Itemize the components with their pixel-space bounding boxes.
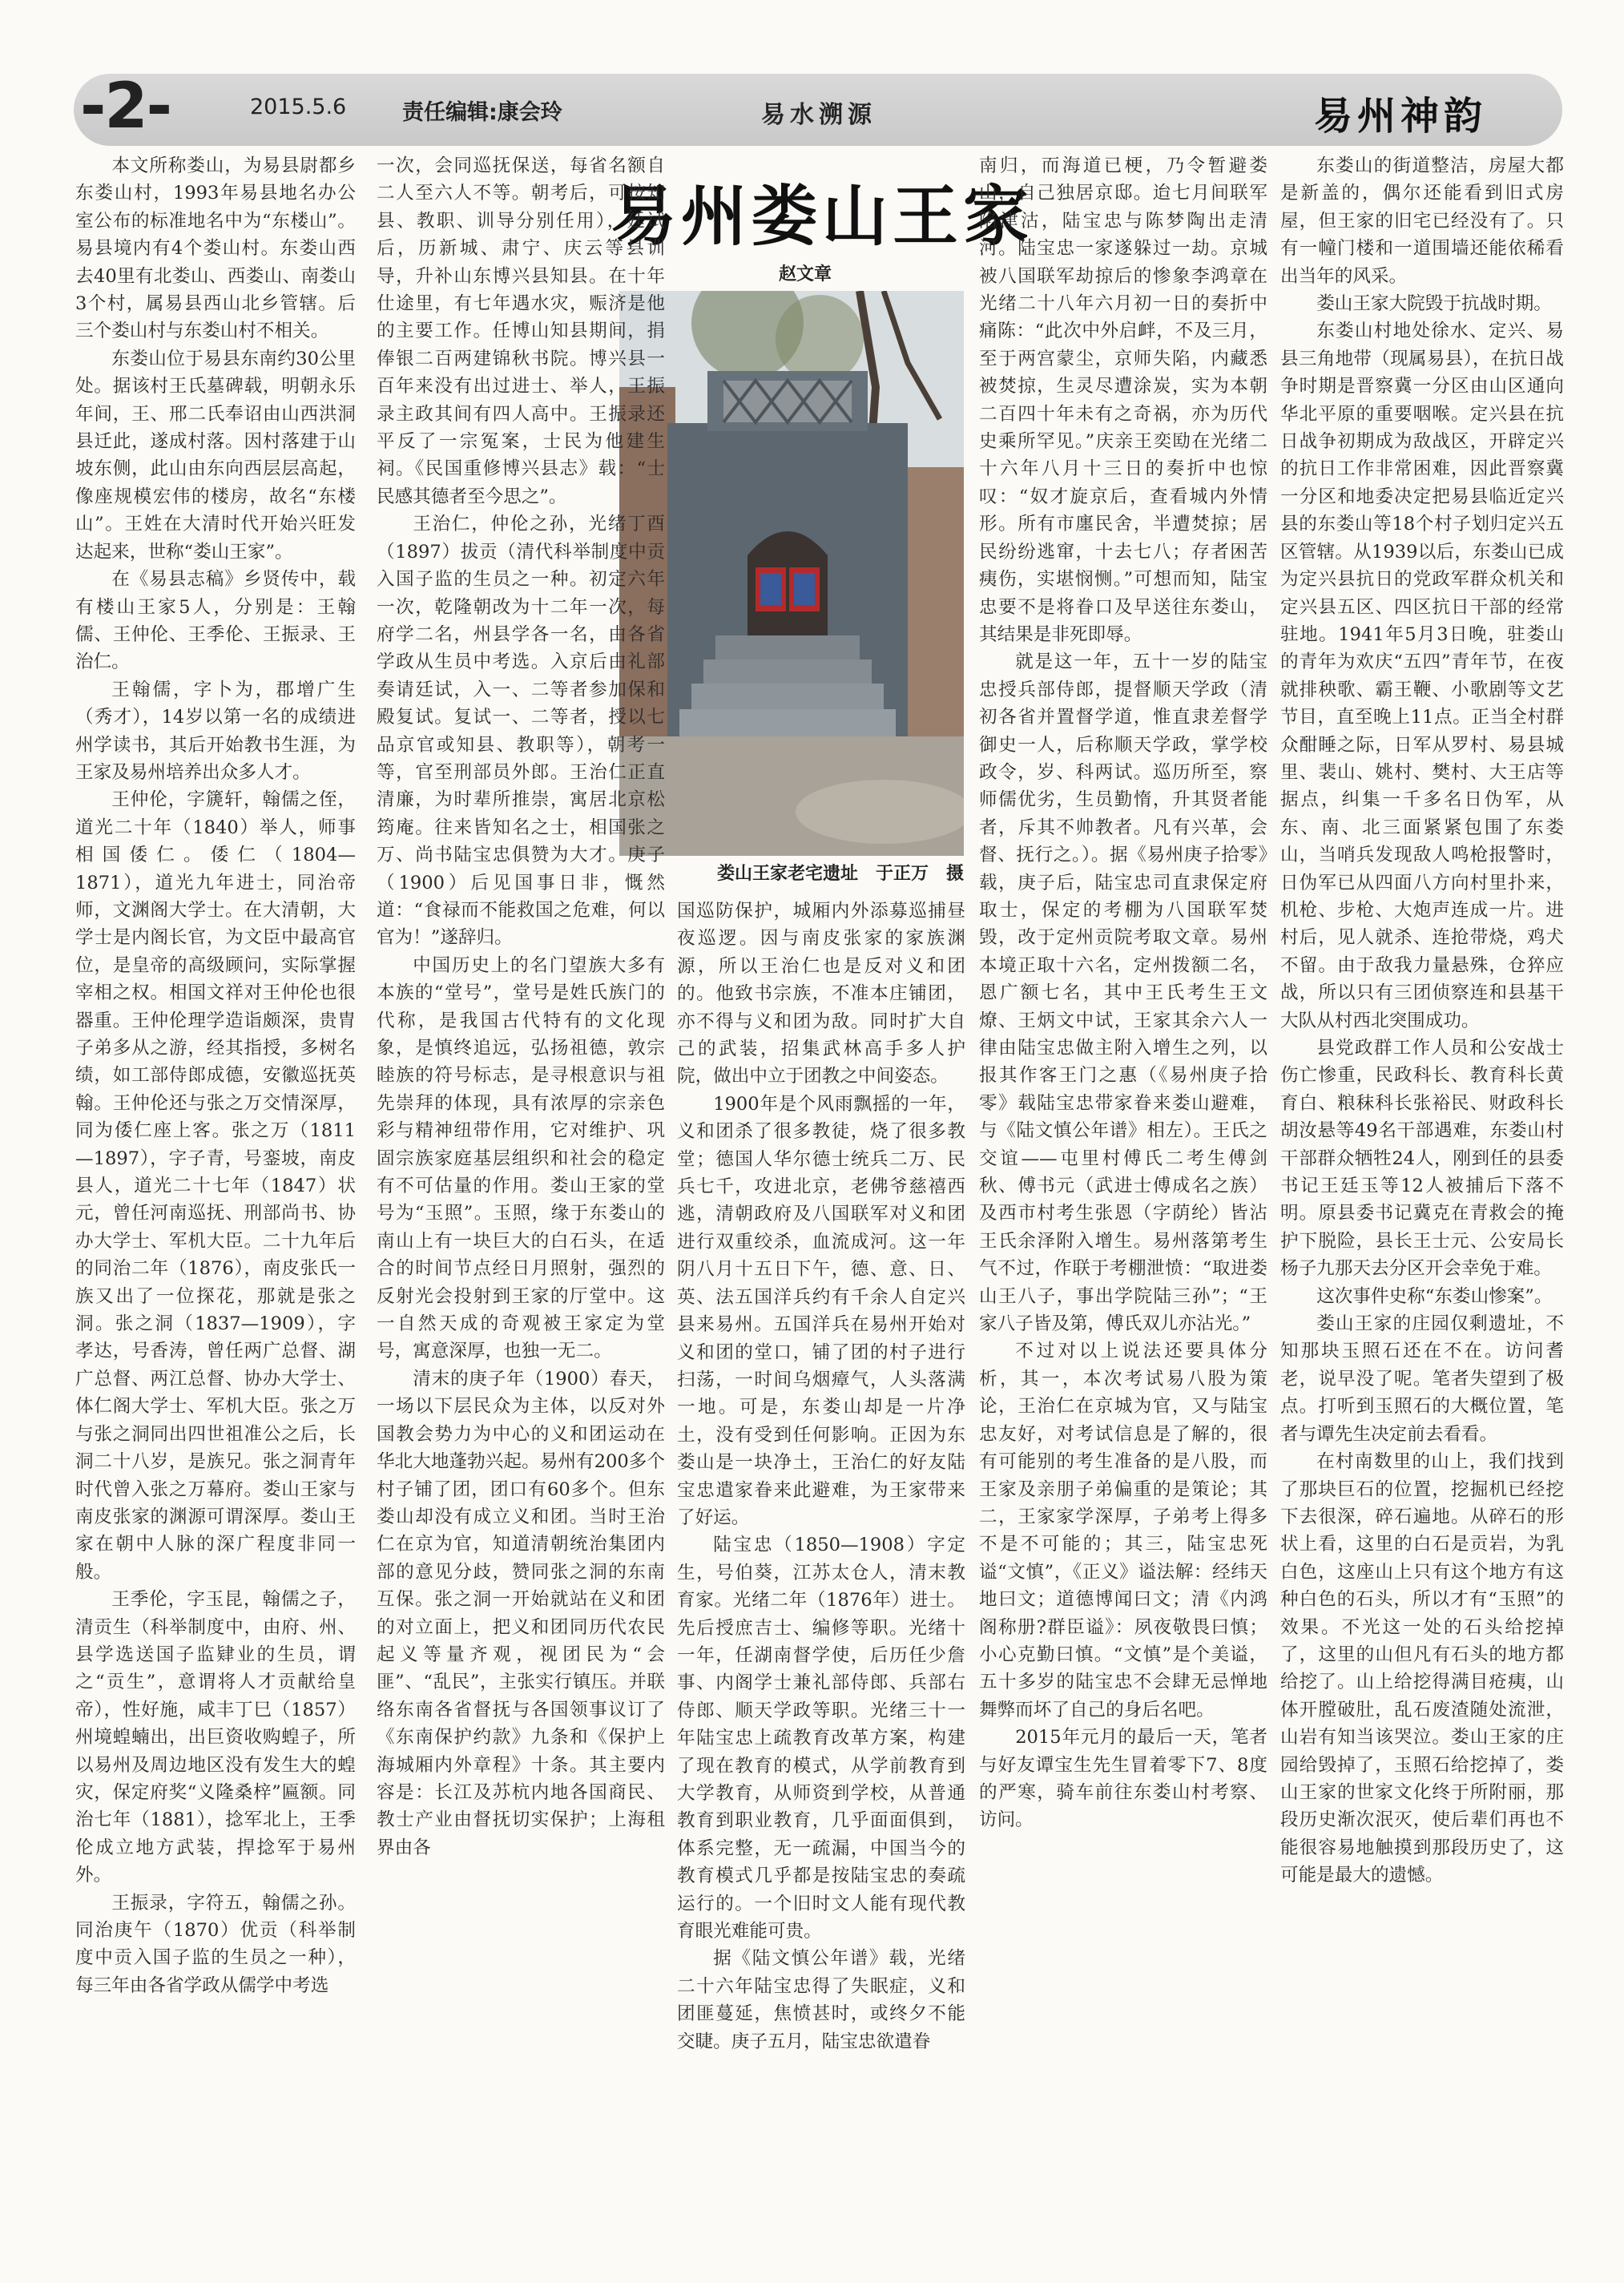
article-column-4 bbox=[979, 152, 1267, 1834]
paragraph: 一次，会同巡抚保送，每省名额自二人至六人不等。朝考后，可按知县、教职、训导分别任用），廷试后，历新城、肃宁、庆云等县训导，升补山东博兴县知县。在十年仕途里，有七年遇水灾，赈济是他的主要工作。任博山知县期间，捐俸银二百两建锦秋书院。博兴县一百年来没有出过进士、举人，王振录主政其间有四人高中。王振录还平反了一宗冤案，士民为他建生祠。《民国重修博兴县志》载：“士民感其德者至今思之”。 bbox=[377, 155, 665, 507]
editor-credit: 责任编辑:康会玲 bbox=[402, 100, 562, 125]
paragraph: 据《陆文慎公年谱》载，光绪二十六年陆宝忠得了失眠症，义和团匪蔓延，焦愤甚时，或终夕不能交睫。庚子五月，陆宝忠欲遣眷 bbox=[677, 1948, 965, 2052]
paragraph: 这次事件史称“东娄山惨案”。 bbox=[1316, 1285, 1553, 1307]
paragraph: 娄山王家大院毁于抗战时期。 bbox=[1316, 293, 1552, 315]
paragraph: 王治仁，仲伦之孙，光绪丁酉（1897）拔贡（清代科举制度中贡入国子监的生员之一种。初定六年一次，乾隆朝改为十二年一次，每府学二名，州县学各一名，由各省学政从生员中考选。入京后由礼部奏请廷试，入一、二等者参加保和殿复试。复试一、二等者，授以七品京官或知县、教职等），朝考一等，官至刑部员外郎。王治仁正直清廉，为时辈所推崇，寓居北京松筠庵。往来皆知名之士，相国张之万、尚书陆宝忠俱赞为大才。庚子（1900）后见国事日非，慨然道：“食禄而不能救国之危难，何以官为！”遂辞归。 bbox=[377, 514, 665, 949]
paragraph: 不过对以上说法还要具体分析，其一，本次考试易八股为策论，王治仁在京城为官，又与陆宝忠友好，对考试信息是了解的，很有可能别的考生准备的是八股，而王家及亲朋子弟偏重的是策论；其二，王家家学深厚，子弟考上得多不是不可能的；其三，陆宝忠死谥“文慎”，《正义》谥法解：经纬天地曰文；道德博闻曰文；清《内鸿阁称册?群臣谥》：夙夜敬畏曰慎；小心克勤曰慎。“文慎”是个美谥，五十多岁的陆宝忠不会肆无忌惮地舞弊而坏了自己的身后名吧。 bbox=[979, 1341, 1267, 1720]
paragraph: 1900年是个风雨飘摇的一年，义和团杀了很多教徒，烧了很多教堂；德国人华尔德士统兵二万、民兵七千，攻进北京，老佛爷慈禧西逃，清朝政府及八国联军对义和团进行双重绞杀，血流成河。这一年阴八月十五日下午，德、意、日、英、法五国洋兵约有千余人自定兴县来易州。五国洋兵在易州开始对义和团的堂口，铺了团的村子进行扫荡，一时间乌烟瘴气，人头落满一地。可是，东娄山却是一片净土，没有受到任何影响。正因为东娄山是一块净土，王治仁的好友陆宝忠遣家眷来此避难，为王家带来了好运。 bbox=[677, 1093, 965, 1528]
paragraph: 东娄山村地处徐水、定兴、易县三角地带（现属易县），在抗日战争时期是晋察冀一分区由山区通向华北平原的重要咽喉。定兴县在抗日战争初期成为敌战区，开辟定兴的抗日工作非常困难，因此晋察冀一分区和地委决定把易县临近定兴县的东娄山等18个村子划归定兴五区管辖。从1939以后，东娄山已成为定兴县抗日的党政军群众机关和定兴县五区、四区抗日干部的经常驻地。1941年5月3日晚，驻娄山的青年为欢庆“五四”青年节，在夜就排秧歌、霸王鞭、小歌剧等文艺节目，直至晚上11点。正当全村群众酣睡之际，日军从罗村、易县城里、裴山、姚村、樊村、大王店等据点，纠集一千多名日伪军，从东、南、北三面紧紧包围了东娄山，当哨兵发现敌人鸣枪报警时，日伪军已从四面八方向村里扑来，机枪、步枪、大炮声连成一片。进村后，见人就杀、连抢带烧，鸡犬不留。由于敌我力量悬殊，仓猝应战，所以只有三团侦察连和县基干大队从村西北突围成功。 bbox=[1280, 321, 1564, 1031]
page-number: -2- bbox=[80, 71, 171, 143]
paragraph: 南归，而海道已梗，乃令暂避娄山，自己独居京邸。迨七月间联军陷津沽，陆宝忠与陈梦陶出走清河。陆宝忠一家遂躲过一劫。京城被八国联军劫掠后的惨象李鸿章在光绪二十八年六月初一日的奏折中痛陈：“此次中外启衅，不及三月，至于两宫蒙尘，京师失陷，内藏悉被焚掠，生灵尽遭涂炭，实为本朝二百四十年未有之奇祸，亦为历代史乘所罕见。”庆亲王奕劻在光绪二十六年八月十三日的奏折中也惊叹：“奴才旋京后，查看城内外情形。所有市廛民舍，半遭焚掠；居民纷纷逃窜，十去七八；存者困苦痍伤，实堪悯恻。”可想而知，陆宝忠要不是将眷口及早送往东娄山，其结果是非死即辱。 bbox=[979, 155, 1267, 645]
paragraph: 王振录，字符五，翰儒之孙。同治庚午（1870）优贡（科举制度中贡入国子监的生员之一种），每三年由各省学政从儒学中考选 bbox=[75, 1892, 356, 1996]
paragraph: 东娄山位于易县东南约30公里处。据该村王氏墓碑载，明朝永乐年间，王、邢二氏奉诏由山西洪洞县迁此，遂成村落。因村落建于山坡东侧，此山由东向西层层高起，像座规模宏伟的楼房，故名“东楼山”。王姓在大清时代开始兴旺发达起来，世称“娄山王家”。 bbox=[75, 348, 356, 563]
paragraph: 清末的庚子年（1900）春天，一场以下层民众为主体，以反对外国教会势力为中心的义和团运动在华北大地蓬勃兴起。易州有200多个村子铺了团，团口有60多个。但东娄山却没有成立义和团。当时王治仁在京为官，知道清朝统治集团内部的意见分歧，赞同张之洞的东南互保。张之洞一开始就站在义和团的对立面上，把义和团同历代农民起义等量齐观，视团民为“会匪”、“乱民”，主张实行镇压。并联络东南各省督抚与各国领事议订了《东南保护约款》九条和《保护上海城厢内外章程》十条。其主要内容是：长江及苏杭内地各国商民、教士产业由督抚切实保护；上海租界由各 bbox=[377, 1368, 665, 1858]
paragraph: 县党政群工作人员和公安战士伤亡惨重，民政科长、教育科长黄育白、粮秣科长张裕民、财政科长胡汝悬等49名干部遇难，东娄山村干部群众牺牲24人，刚到任的县委书记王廷玉等12人被捕后下落不明。原县委书记冀克在青救会的掩护下脱险，县长王士元、公安局长杨子九那天去分区开会幸免于难。 bbox=[1280, 1038, 1564, 1280]
paragraph: 王翰儒，字卜为，郡增广生（秀才），14岁以第一名的成绩进州学读书，其后开始教书生涯，为王家及易州培养出众多人才。 bbox=[75, 679, 356, 783]
gate-photo-illustration bbox=[619, 291, 964, 856]
article-byline: 赵文章 bbox=[779, 264, 832, 284]
section-title: 易水溯源 bbox=[761, 101, 876, 129]
article-column-1 bbox=[75, 152, 356, 1999]
article-title: 易州娄山王家 bbox=[611, 178, 1034, 255]
paragraph: 在村南数里的山上，我们找到了那块巨石的位置，挖掘机已经挖下去很深，碎石遍地。从碎石的形状上看，这里的白石是贡岩，为乳白色，这座山上只有这个地方有这种白色的石头，所以才有“玉照”的效果。不光这一处的石头给挖掉了，这里的山但凡有石头的地方都给挖了。山上给挖得满目疮痍，山体开膛破肚，乱石废渣随处流泄，山岩有知当该哭泣。娄山王家的庄园给毁掉了，玉照石给挖掉了，娄山王家的世家文化终于所附丽，那段历史渐次泯灭，使后辈们再也不能很容易地触摸到那段历史了，这可能是最大的遗憾。 bbox=[1280, 1451, 1564, 1886]
paragraph: 东娄山的街道整洁，房屋大都是新盖的，偶尔还能看到旧式房屋，但王家的旧宅已经没有了。只有一幢门楼和一道围墙还能依稀看出当年的风采。 bbox=[1280, 155, 1564, 287]
page-brand: 易州神韵 bbox=[1314, 94, 1488, 139]
paragraph: 娄山王家的庄园仅剩遗址，不知那块玉照石还在不在。访问耆老，说早没了呢。笔者失望到了极点。打听到玉照石的大概位置，笔者与谭先生决定前去看看。 bbox=[1280, 1313, 1564, 1445]
article-column-2 bbox=[377, 152, 665, 1861]
paragraph: 中国历史上的名门望族大多有本族的“堂号”，堂号是姓氏族门的代称，是我国古代特有的文化现象，是慎终追远，弘扬祖德，敦宗睦族的符号标志，是寻根意识与祖先崇拜的体现，具有浓厚的宗亲色彩与精神纽带作用，它对维护、巩固宗族家庭基层组织和社会的稳定有不可估量的作用。娄山王家的堂号为“玉照”。玉照，缘于东娄山的南山上有一块巨大的白石头，在适合的时间节点经日月照射，强烈的反射光会投射到王家的厅堂中。这一自然天成的奇观被王家定为堂号，寓意深厚，也独一无二。 bbox=[377, 954, 665, 1362]
issue-date: 2015.5.6 bbox=[250, 95, 347, 119]
paragraph: 王仲伦，字篪轩，翰儒之侄，道光二十年（1840）举人，师事相国倭仁。倭仁（1804—1871），道光九年进士，同治帝师，文渊阁大学士。在大清朝，大学士是内阁长官，为文臣中最高官位，是皇帝的高级顾问，实际掌握宰相之权。相国文祥对王仲伦也很器重。王仲伦理学造诣颇深，贵胄子弟多从之游，经其指授，多树名绩，如工部侍郎成德，安徽巡抚英翰。王仲伦还与张之万交情深厚，同为倭仁座上客。张之万（1811—1897），字子青，号銮坡，南皮县人，道光二十七年（1847）状元，曾任河南巡抚、刑部尚书、协办大学士、军机大臣。二十九年后的同治二年（1876），南皮张氏一族又出了一位探花，那就是张之洞。张之洞（1837—1909），字孝达，号香涛，曾任两广总督、湖广总督、两江总督、协办大学士、体仁阁大学士、军机大臣。张之万与张之洞同出四世祖准公之后，长洞二十八岁，是族兄。张之洞青年时代曾入张之万幕府。娄山王家与南皮张家的渊源可谓深厚。娄山王家在朝中人脉的深广程度非同一般。 bbox=[75, 789, 356, 1583]
article-column-3 bbox=[677, 897, 965, 2055]
paragraph: 王季伦，字玉昆，翰儒之子，清贡生（科举制度中，由府、州、县学选送国子监肄业的生员，谓之“贡生”，意谓将人才贡献给皇帝），性好施，咸丰丁巳（1857）州境蝗蝻出，出巨资收购蝗子，所以易州及周边地区没有发生大的蝗灾，保定府奖“义隆桑梓”匾额。同治七年（1881），捻军北上，王季伦成立地方武装，捍捻军于易州外。 bbox=[75, 1589, 356, 1886]
paragraph: 本文所称娄山，为易县尉都乡东娄山村，1993年易县地名办公室公布的标准地名中为“东楼山”。易县境内有4个娄山村。东娄山西去40里有北娄山、西娄山、南娄山3个村，属易县西山北乡管辖。后三个娄山村与东娄山村不相关。 bbox=[75, 155, 356, 342]
article-photo bbox=[619, 291, 964, 856]
paragraph: 陆宝忠（1850—1908）字定生，号伯葵，江苏太仓人，清末教育家。光绪二年（1876年）进士。先后授庶吉士、编修等职。光绪十一年，任湖南督学使，后历任少詹事、内阁学士兼礼部侍郎、兵部右侍郎、顺天学政等职。光绪三十一年陆宝忠上疏教育改革方案，构建了现在教育的模式，从学前教育到大学教育，从师资到学校，从普通教育到职业教育，几乎面面俱到，体系完整，无一疏漏，中国当今的教育模式几乎都是按陆宝忠的奏疏运行的。一个旧时文人能有现代教育眼光难能可贵。 bbox=[677, 1535, 965, 1942]
paragraph: 在《易县志稿》乡贤传中，载有楼山王家5人，分别是：王翰儒、王仲伦、王季伦、王振录、王治仁。 bbox=[75, 569, 356, 673]
paragraph: 2015年元月的最后一天，笔者与好友谭宝生先生冒着零下7、8度的严寒，骑车前往东娄山村考察、访问。 bbox=[979, 1727, 1267, 1831]
photo-caption: 娄山王家老宅遗址 于正万 摄 bbox=[717, 864, 965, 884]
paragraph: 就是这一年，五十一岁的陆宝忠授兵部侍郎，提督顺天学政（清初各省并置督学道，惟直隶差督学御史一人，后称顺天学政，掌学校政令，岁、科两试。巡历所至，察师儒优劣，生员勤惰，升其贤者能者，斥其不帅教者。凡有兴革，会督、抚行之。）。据《易州庚子拾零》载，庚子后，陆宝忠司直隶保定府取士，保定的考棚为八国联军焚毁，改于定州贡院考取文章。易州本境正取十六名，定州拨额二名，恩广额七名，其中王氏考生王文燎、王炳文中试，王家其余六人一律由陆宝忠做主附入增生之列，以报其作客王门之惠（《易州庚子拾零》载陆宝忠带家眷来娄山避难，与《陆文慎公年谱》相左）。王氏之交谊——屯里村傅氏二考生傅剑秋、傅书元（武进士傅成名之族）及西市村考生张恩（字荫纶）皆沾王氏余泽附入增生。易州落第考生气不过，作联于考棚泄愤：“取进娄山王八子，事出学院陆三孙”；“王家八子皆及第，傅氏双儿亦沾光。” bbox=[979, 651, 1267, 1335]
paragraph: 国巡防保护，城厢内外添募巡捕昼夜巡逻。因与南皮张家的家族渊源，所以王治仁也是反对义和团的。他致书宗族，不准本庄铺团，亦不得与义和团为敌。同时扩大自己的武装，招集武林高手多人护院，做出中立于团教之中间姿态。 bbox=[677, 901, 965, 1087]
article-column-5 bbox=[1280, 152, 1564, 1890]
